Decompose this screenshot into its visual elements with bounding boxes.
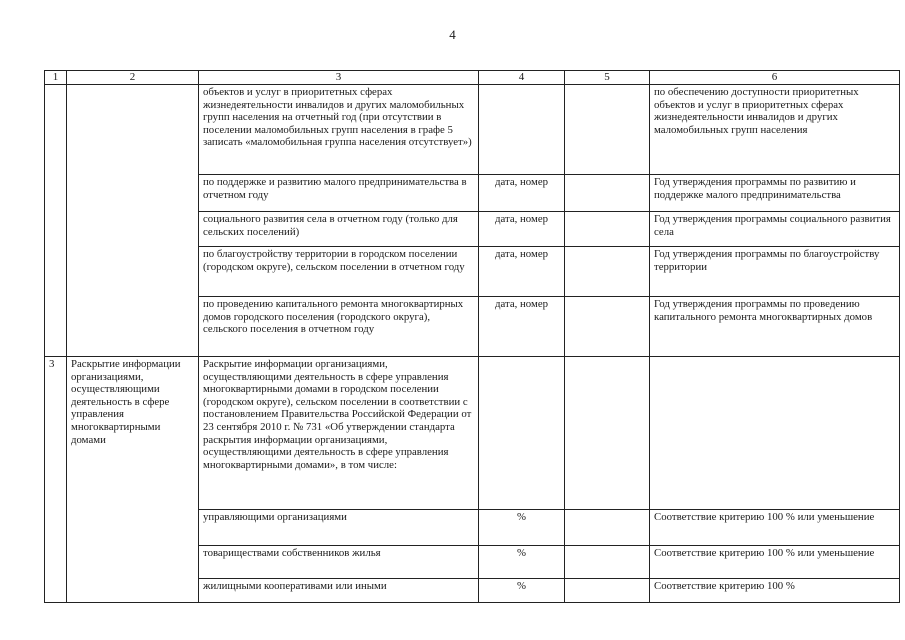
value-cell	[565, 212, 650, 247]
note-cell: Соответствие критерию 100 %	[650, 579, 900, 603]
note-cell: Год утверждения программы социального развития села	[650, 212, 900, 247]
unit-cell: дата, номер	[479, 212, 565, 247]
indicator-description-cell: социального развития села в отчетном году (только для сельских поселений)	[199, 212, 479, 247]
column-header: 3	[199, 71, 479, 85]
table-row	[45, 357, 900, 510]
note-cell: Год утверждения программы по проведению капитального ремонта многоквартирных домов	[650, 297, 900, 357]
unit-cell	[479, 357, 565, 510]
note-cell	[650, 357, 900, 510]
indicator-description-cell: управляющими организациями	[199, 510, 479, 546]
indicator-description-cell: по поддержке и развитию малого предпринимательства в отчетном году	[199, 175, 479, 212]
value-cell	[565, 546, 650, 579]
note-cell: Год утверждения программы по благоустройству территории	[650, 247, 900, 297]
value-cell	[565, 297, 650, 357]
column-header: 1	[45, 71, 67, 85]
unit-cell: %	[479, 579, 565, 603]
table-header-row	[45, 71, 900, 85]
indicators-table	[44, 70, 900, 603]
value-cell	[565, 175, 650, 212]
indicator-description-cell: по благоустройству территории в городском поселении (городском округе), сельском поселении в отчетном году	[199, 247, 479, 297]
indicator-name-cell: Раскрытие информации организациями, осуществляющими деятельность в сфере управления многоквартирными домами	[67, 357, 199, 603]
value-cell	[565, 579, 650, 603]
indicator-description-cell: объектов и услуг в приоритетных сферах жизнедеятельности инвалидов и других маломобильных групп населения на отчетный год (при отсутствии в поселении маломобильных групп населения в графе 5 записать «маломобильная группа населения отсутствует»)	[199, 85, 479, 175]
indicator-name-cell	[67, 85, 199, 357]
column-header: 2	[67, 71, 199, 85]
unit-cell: %	[479, 546, 565, 579]
value-cell	[565, 357, 650, 510]
unit-cell: дата, номер	[479, 297, 565, 357]
row-number-cell: 3	[45, 357, 67, 603]
unit-cell: дата, номер	[479, 247, 565, 297]
indicator-description-cell: товариществами собственников жилья	[199, 546, 479, 579]
unit-cell: %	[479, 510, 565, 546]
column-header: 4	[479, 71, 565, 85]
indicator-description-cell: по проведению капитального ремонта многоквартирных домов городского поселения (городского округа), сельского поселения в отчетном году	[199, 297, 479, 357]
row-number-cell	[45, 85, 67, 357]
column-header: 6	[650, 71, 900, 85]
indicator-description-cell: Раскрытие информации организациями, осуществляющими деятельность в сфере управления многоквартирными домами в городском поселении (городском округе), сельском поселении в соответствии с постановлением Правительства Российской Федерации от 23 сентября 2010 г. № 731 «Об утверждении стандарта раскрытия информации организациями, осуществляющими деятельность в сфере управления многоквартирными домами», в том числе:	[199, 357, 479, 510]
note-cell: по обеспечению доступности приоритетных объектов и услуг в приоритетных сферах жизнедеятельности инвалидов и других маломобильных групп населения	[650, 85, 900, 175]
note-cell: Год утверждения программы по развитию и поддержке малого предпринимательства	[650, 175, 900, 212]
note-cell: Соответствие критерию 100 % или уменьшение	[650, 546, 900, 579]
unit-cell	[479, 85, 565, 175]
table-row	[45, 85, 900, 175]
note-cell: Соответствие критерию 100 % или уменьшение	[650, 510, 900, 546]
column-header: 5	[565, 71, 650, 85]
unit-cell: дата, номер	[479, 175, 565, 212]
value-cell	[565, 85, 650, 175]
value-cell	[565, 510, 650, 546]
indicator-description-cell: жилищными кооперативами или иными	[199, 579, 479, 603]
value-cell	[565, 247, 650, 297]
page-number: 4	[449, 27, 456, 42]
